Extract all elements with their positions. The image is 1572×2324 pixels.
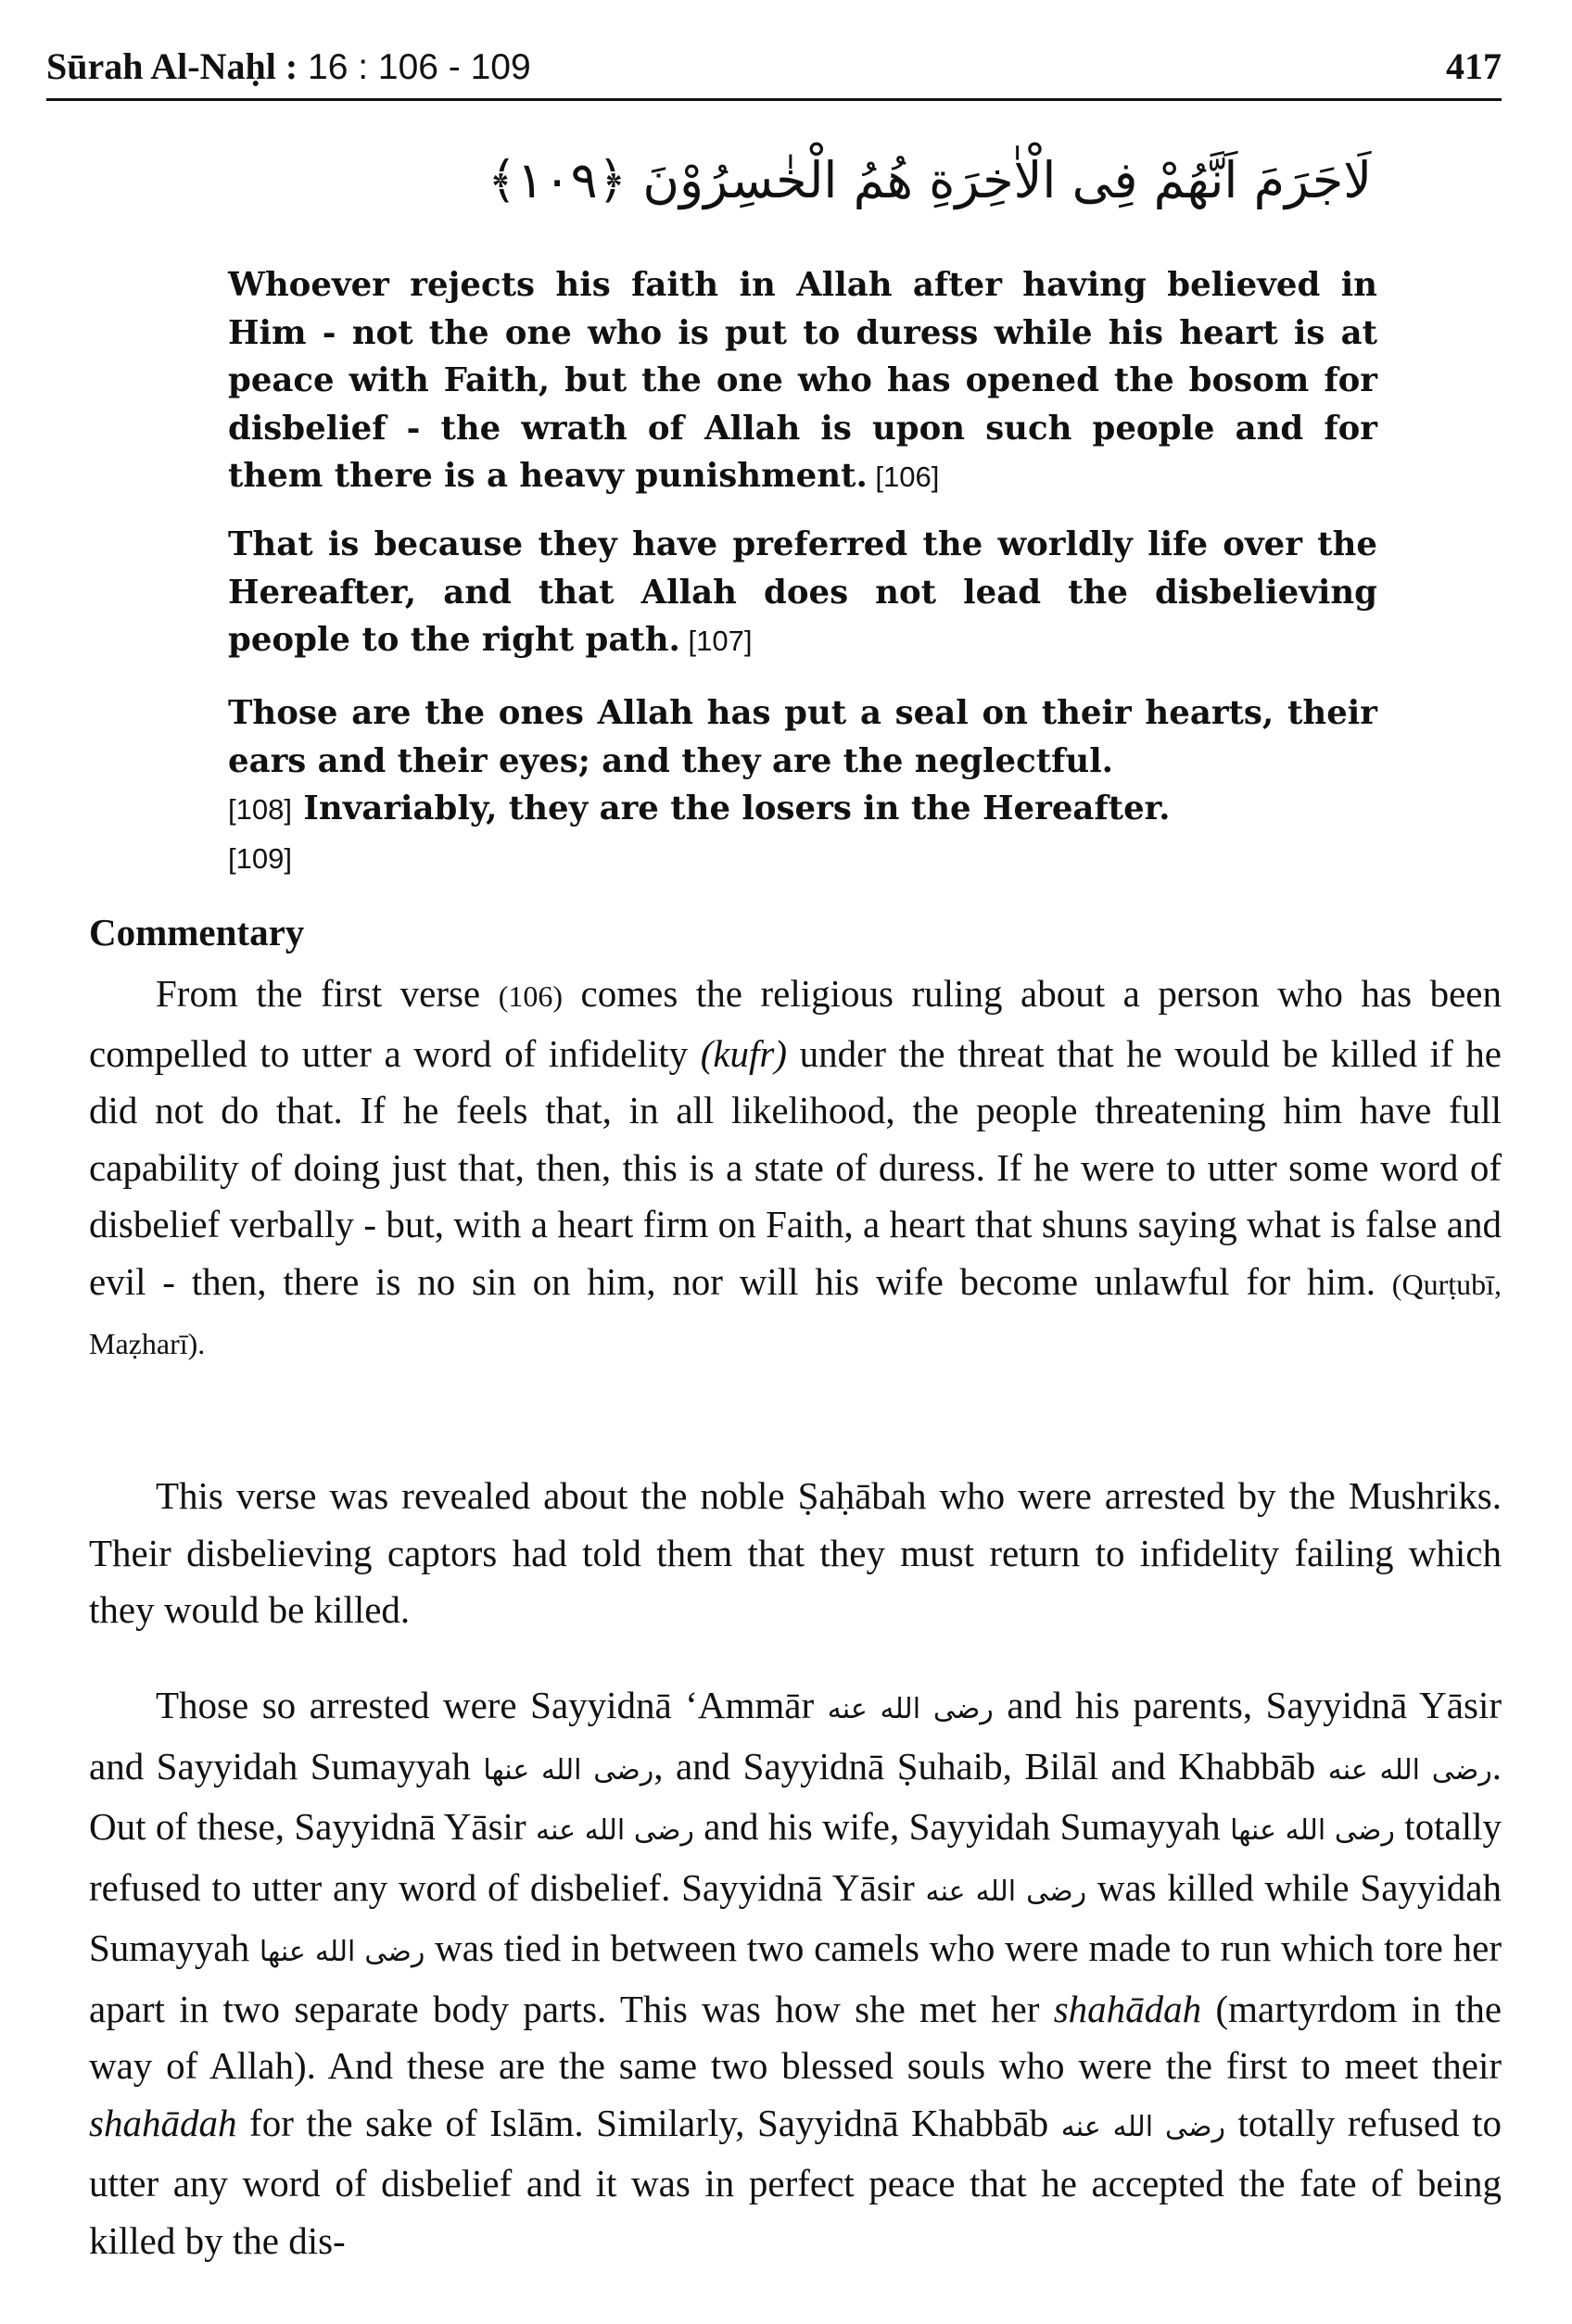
citation: (Qurṭubī, Maẓharī).	[89, 1267, 1502, 1360]
text-run: totally refused to utter any word of disbelief. Sayyidnā Yāsir	[89, 1805, 1502, 1909]
text-run: totally refused to utter any word of disbelief and it was in perfect peace that he accepted the fate of being killed by the dis-	[89, 2101, 1502, 2262]
arabic-verse: لَاجَرَمَ اَنَّهُمْ فِى الْاٰخِرَةِ هُمُ الْخٰسِرُوْنَ ﴿١٠٩﴾	[487, 151, 1372, 209]
commentary-heading: Commentary	[89, 911, 305, 954]
text-run: Those so arrested were Sayyidnā ‘Ammār	[156, 1684, 828, 1726]
text-run: and his parents, Sayyidnā Yāsir and Sayyidah Sumayyah	[89, 1684, 1502, 1787]
header-rule	[46, 98, 1502, 101]
page-number: 417	[1446, 45, 1502, 87]
verse-ref: [109]	[228, 841, 292, 875]
translation-text: Invariably, they are the losers in the Hereafter.	[291, 789, 1171, 827]
honorific-glyph: رضى الله عنها	[483, 1753, 654, 1787]
honorific-glyph: رضى الله عنها	[1230, 1814, 1395, 1847]
text-run: for the sake of Islām. Similarly, Sayyidnā Khabbāb	[236, 2101, 1061, 2144]
translation-verse-107	[228, 521, 1377, 665]
verse-ref: [108]	[228, 793, 292, 826]
surah-title	[46, 44, 531, 88]
verse-ref: [107]	[679, 625, 753, 657]
text-run: comes the religious ruling about a person who has been compelled to utter a word of infidelity	[89, 972, 1502, 1075]
text-run: was tied in between two camels who were made to run which tore her apart in two separate body parts. This was how she met her	[89, 1926, 1502, 2030]
translation-verse-108-109	[228, 689, 1377, 882]
running-header	[46, 44, 1502, 93]
italic-term: (kufr)	[700, 1031, 788, 1075]
text-run: From the first verse	[156, 972, 499, 1015]
honorific-glyph: رضى الله عنه	[536, 1814, 694, 1847]
translation-text: Those are the ones Allah has put a seal on their hearts, their ears and their eyes; and they are the neglectful.	[228, 694, 1377, 780]
text-run: was killed while Sayyidah Sumayyah	[89, 1865, 1502, 1969]
translation-text: Whoever rejects his faith in Allah after having believed in Him - not the one who is put to duress while his heart is at peace with Faith, but the one who has opened the bosom for disbelief - the wrath of Allah is upon such people and for them there is a heavy punishment.	[228, 266, 1377, 495]
text-run: This verse was revealed about the noble Ṣaḥābah who were arrested by the Mushriks. Their disbelieving captors had told them that they must return to infidelity failing which they would be killed.	[89, 1474, 1502, 1631]
commentary-paragraph-3	[89, 1677, 1502, 2269]
honorific-glyph: رضى الله عنه	[925, 1875, 1087, 1908]
honorific-glyph: رضى الله عنه	[827, 1693, 994, 1725]
verse-ref: [106]	[867, 461, 940, 493]
text-run: (martyrdom in the way of Allah). And these are the same two blessed souls who were the first to meet their	[89, 1987, 1502, 2087]
commentary-paragraph-1	[89, 966, 1502, 1373]
text-run: , and Sayyidnā Ṣuhaib, Bilāl and Khabbāb	[653, 1744, 1328, 1787]
text-run: and his wife, Sayyidah Sumayyah	[693, 1805, 1231, 1848]
honorific-glyph: رضى الله عنه	[1060, 2110, 1225, 2143]
text-run: . Out of these, Sayyidnā Yāsir	[89, 1744, 1502, 1848]
italic-term: shahādah	[1053, 1987, 1202, 2030]
translation-text: That is because they have preferred the worldly life over the Hereafter, and that Allah does not lead the disbelieving people to the right path.	[228, 525, 1377, 659]
text-run: under the threat that he would be killed if he did not do that. If he feels that, in all likelihood, the people threatening him have full capability of doing just that, then, this is a state of duress. If he were to utter some word of disbelief verbally - but, with a heart firm on Faith, a heart that shuns saying what is false and evil - then, there is no sin on him, nor will his wife become unlawful for him.	[89, 1031, 1502, 1303]
italic-term: shahādah	[89, 2101, 237, 2144]
verse-range: 16 : 106 - 109	[298, 47, 531, 87]
commentary-paragraph-2	[89, 1468, 1502, 1639]
honorific-glyph: رضى الله عنه	[1327, 1753, 1492, 1787]
translation-verse-106	[228, 261, 1377, 501]
surah-name: Sūrah Al-Naḥl :	[46, 45, 298, 87]
verse-ref: (106)	[498, 979, 563, 1013]
honorific-glyph: رضى الله عنها	[259, 1936, 425, 1968]
